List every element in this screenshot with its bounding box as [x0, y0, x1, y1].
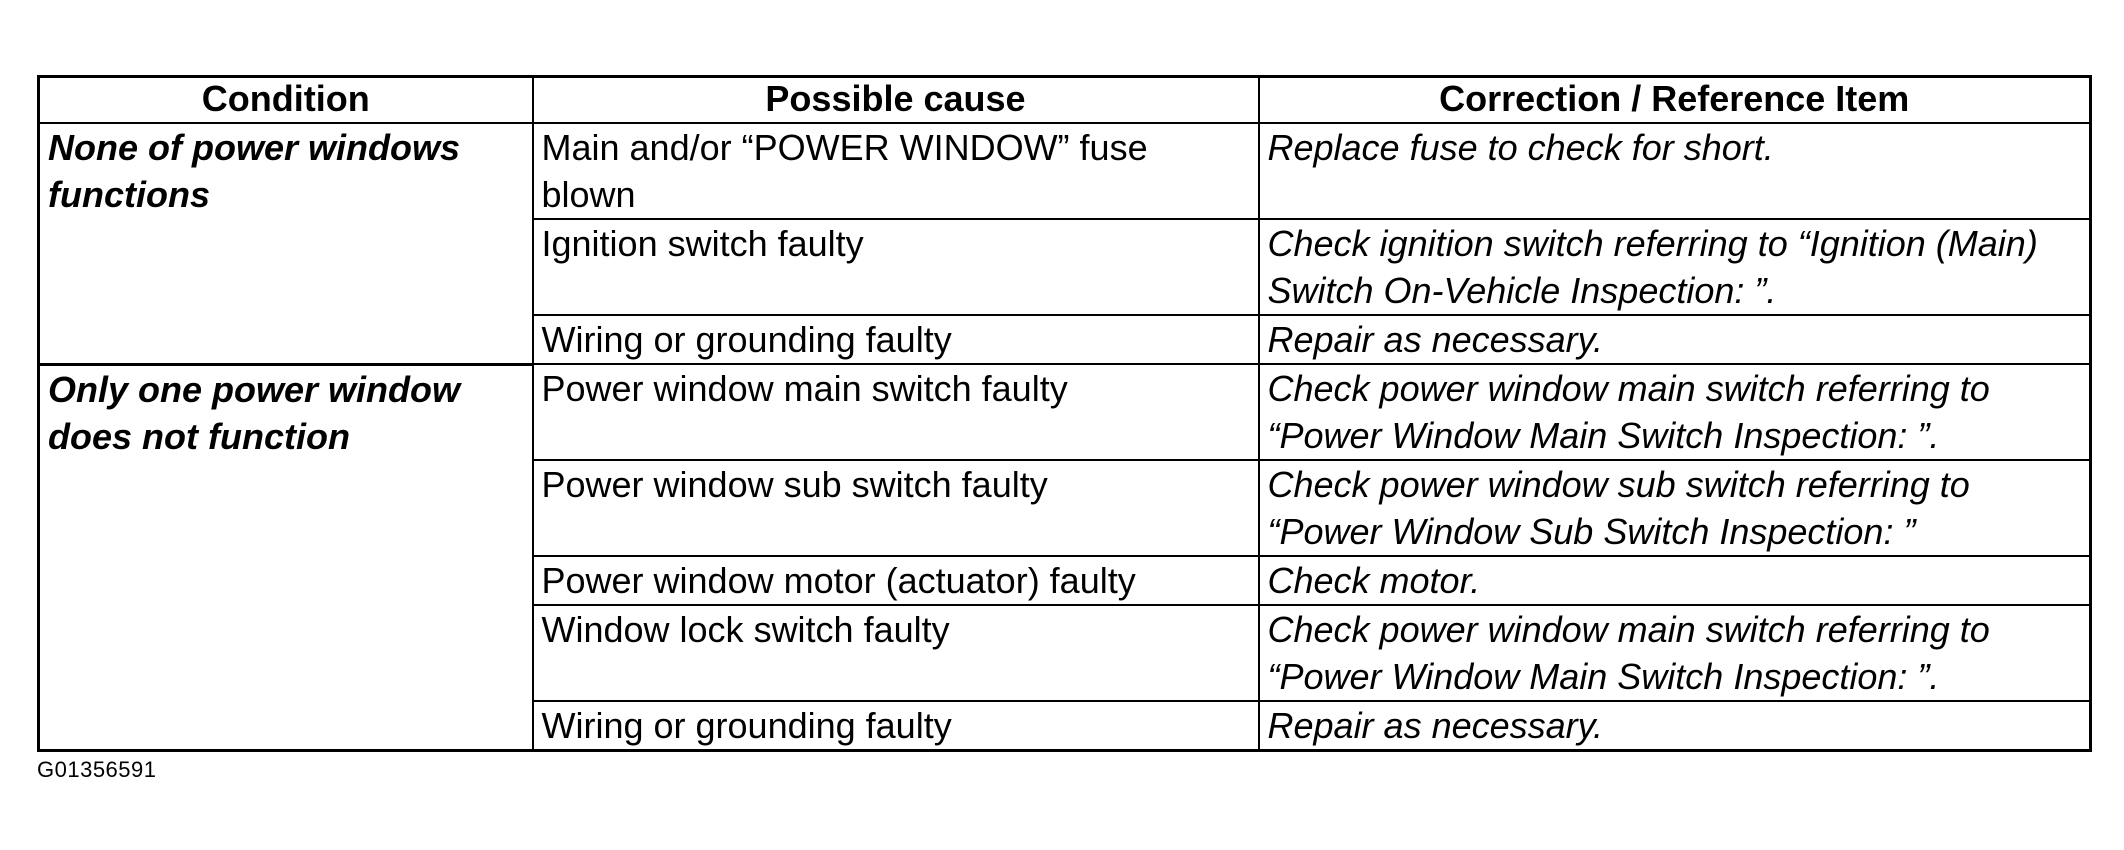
correction-cell: Check power window main switch referring to “Power Window Main Switch Inspection: ”.	[1259, 364, 2091, 460]
correction-cell: Check ignition switch referring to “Ignition (Main) Switch On-Vehicle Inspection: ”.	[1259, 219, 2091, 315]
header-condition: Condition	[39, 77, 533, 124]
correction-cell: Check motor.	[1259, 556, 2091, 605]
cause-cell: Ignition switch faulty	[533, 219, 1259, 315]
correction-cell: Repair as necessary.	[1259, 701, 2091, 751]
cause-cell: Window lock switch faulty	[533, 605, 1259, 701]
header-correction: Correction / Reference Item	[1259, 77, 2091, 124]
cause-cell: Wiring or grounding faulty	[533, 315, 1259, 364]
cause-cell: Wiring or grounding faulty	[533, 701, 1259, 751]
table-header-row	[39, 77, 2091, 124]
cause-cell: Power window motor (actuator) faulty	[533, 556, 1259, 605]
figure-code: G01356591	[37, 757, 157, 782]
condition-cell: Only one power window does not function	[39, 364, 533, 751]
cause-cell: Power window main switch faulty	[533, 364, 1259, 460]
table-row	[39, 364, 2091, 460]
troubleshooting-table-container	[37, 75, 2089, 752]
header-possible-cause: Possible cause	[533, 77, 1259, 124]
table-row	[39, 123, 2091, 219]
troubleshooting-table	[37, 75, 2092, 752]
correction-cell: Check power window sub switch referring to “Power Window Sub Switch Inspection: ”	[1259, 460, 2091, 556]
cause-cell: Main and/or “POWER WINDOW” fuse blown	[533, 123, 1259, 219]
condition-cell: None of power windows functions	[39, 123, 533, 364]
correction-cell: Replace fuse to check for short.	[1259, 123, 2091, 219]
correction-cell: Repair as necessary.	[1259, 315, 2091, 364]
cause-cell: Power window sub switch faulty	[533, 460, 1259, 556]
correction-cell: Check power window main switch referring to “Power Window Main Switch Inspection: ”.	[1259, 605, 2091, 701]
